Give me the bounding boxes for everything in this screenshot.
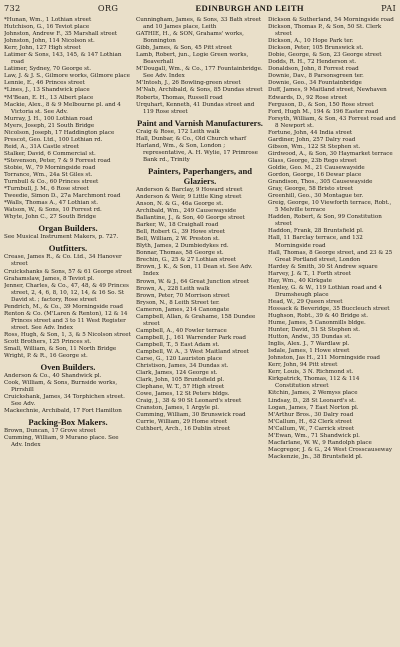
directory-entry: Goldie, Geo. M., 21 Causewayside: [268, 164, 365, 171]
directory-entry: Cumming, William, 9 Murano place. See Adv. Index: [4, 435, 119, 449]
directory-entry: Anderson & Co., 40 Shandwick pl.: [4, 373, 102, 380]
directory-entry: Whyte, John C., 27 South Bridge: [4, 214, 97, 221]
section-heading: Painters, Paperhangers, and Glaziers.: [147, 165, 253, 186]
directory-entry: M'Ewan, Wm., 71 Shandwick pl.: [268, 432, 360, 439]
directory-entry: Hadden, Robert, & Son, 99 Constitution street: [268, 214, 382, 228]
directory-entry: Kerr, John, 94 Pitt street: [268, 362, 338, 369]
page-header: [4, 3, 396, 15]
directory-entry: Cruickshank, James, 34 Torphichen street. See Adv.: [4, 394, 125, 408]
directory-entry: Fortune, John, 44 India street: [268, 129, 353, 136]
directory-entry: Carse, G., 120 Lauriston place: [136, 356, 223, 363]
columns: [4, 17, 396, 461]
directory-entry: Cuthbert, Arch., 16 Dublin street: [136, 426, 231, 433]
directory-entry: Gray, George, 58 Bristo street: [268, 186, 354, 193]
directory-entry: *Walls, Thomas A., 47 Lothian st.: [4, 200, 98, 207]
directory-entry: Gardiner, John, 257 Dalry road: [268, 136, 356, 143]
column-3: [268, 17, 396, 461]
directory-entry: Head, W., 29 Queen street: [268, 298, 343, 305]
directory-entry: Harland, Wm., & Son, London ; representative, A. H. Wylie, 17 Primrose Bank rd., Trinity: [136, 142, 258, 163]
directory-entry: Christison, James, 34 Dundas st.: [136, 363, 229, 370]
directory-entry: Glass, George, 23b Rego street: [268, 157, 357, 164]
directory-entry: Lennie, E., 46 Princes street: [4, 80, 85, 87]
directory-entry: Grandison, Thos., 305 Causewayside: [268, 179, 373, 186]
directory-entry: Barker, W., 18 Craighall road: [136, 222, 219, 229]
directory-entry: Dobie, George, & Son, 23 George street: [268, 52, 382, 59]
directory-entry: Anson, N. & G., 46a George st.: [136, 200, 224, 207]
directory-entry: Hall, Thomas, 8 George street, and 23 & 25 Great Portland street, London: [268, 249, 393, 263]
directory-entry: Hall, Dunbar, & Co., Old Church wharf: [136, 135, 247, 142]
directory-entry: Edwards, D., 92 Rose street: [268, 94, 348, 101]
directory-entry: Anderson & Barclay, 9 Howard street: [136, 186, 243, 193]
directory-entry: Haddon, Frank, 28 Bruntsfield pl.: [268, 228, 364, 235]
directory-entry: Dickson, Peter, 105 Brunswick st.: [268, 45, 364, 52]
directory-entry: Mackechnie, Archibald, 17 Fort Hamilton: [4, 408, 122, 415]
directory-entry: Ferguson, D., & Son, 150 Rose street: [268, 101, 374, 108]
directory-entry: Pendrich, M., & Co., 39 Morningside road: [4, 303, 123, 310]
directory-entry: Hume, James, 5 Canonmills bldge.: [268, 320, 366, 327]
directory-entry: Latimer & Sons, 143, 145, & 147 Lothian road: [4, 52, 122, 66]
directory-entry: Hunter, David, 51 St Stephen st.: [268, 327, 361, 334]
directory-entry: See Musical Instrument Makers, p. 727.: [4, 234, 119, 241]
directory-entry: Jenner, Charles, & Co., 47, 48, & 49 Princes street, 2, 4, 6, 8, 10, 12, 14, & 16 So. St David st. ; factory, Rose street: [4, 282, 129, 303]
directory-entry: Gibson, Wm., 122 St Stephen st.: [268, 143, 361, 150]
directory-entry: Lindsay, D., 28 St Leonard's st.: [268, 397, 356, 404]
directory-entry: Hardey & Smith, 30 St Andrew square: [268, 263, 378, 270]
directory-entry: Brechin, G., 25 & 27 Lothian street: [136, 257, 237, 264]
directory-entry: Wright, P. & R., 16 George st.: [4, 353, 88, 360]
directory-entry: *Lines, J., 13 Shandwick place: [4, 87, 90, 94]
page-number: 732: [4, 3, 21, 13]
directory-entry: Murray, J. H., 100 Lothian road: [4, 115, 93, 122]
directory-entry: Downie, Geo., 34 Fountainbridge: [268, 80, 362, 87]
directory-entry: GATHIE, H., & SON, Grahams' works, Bonnington: [136, 31, 244, 45]
directory-entry: Myers, Joseph, 21 South Bridge: [4, 122, 95, 129]
directory-entry: Turnbull & Co., 60 Princes street: [4, 179, 99, 186]
directory-entry: Grahamslaw, James, 8 Teviot pl.: [4, 275, 95, 282]
directory-entry: Bonnar, Thomas, 58 George st.: [136, 250, 224, 257]
directory-entry: Logan, James, 7 East Norton pl.: [268, 404, 359, 411]
directory-entry: Craig & Rose, 172 Leith walk: [136, 128, 220, 135]
directory-entry: Watson, W., & Sons, 10 Forrest rd.: [4, 207, 102, 214]
directory-entry: Currie, William, 29 Home street: [136, 419, 228, 426]
directory-entry: Prescot, Geo. Ltd., 100 Lothian rd.: [4, 136, 103, 143]
section-heading: Outfitters.: [48, 243, 88, 254]
directory-entry: Duff, James, 9 Maitland street, Newhaven: [268, 87, 387, 94]
directory-entry: Kerr, Louis, 3 N. Richmond st.: [268, 369, 354, 376]
directory-entry: Clephane, W. T., 57 High street: [136, 384, 225, 391]
directory-entry: Bell, Robert G., 39 Howe street: [136, 229, 226, 236]
directory-entry: Nicolson, Joseph, 17 Haddington place: [4, 129, 115, 136]
directory-entry: Dickson, Thomas P., & Son, 50 St. Clerk street: [268, 24, 382, 38]
directory-entry: Dickson & Sutherland, 54 Morningside road: [268, 17, 394, 23]
directory-entry: Gordon, George, 16 Dewar place: [268, 172, 362, 179]
directory-entry: Brown, J. K., & Son, 11 Dean st. See Adv. Index: [136, 264, 253, 278]
directory-entry: Cranston, James, 1 Argyle pl.: [136, 405, 219, 412]
directory-entry: Scott Brothers, 125 Princes st.: [4, 338, 92, 345]
directory-entry: Hay, Wm., 40 Kirkgate: [268, 277, 332, 284]
directory-entry: Brown, W. & J., 64 Great Junction street: [136, 278, 250, 285]
directory-entry: Stobie, W., 79 Morningside road: [4, 164, 96, 171]
directory-entry: Lamb, Robert, jun., Logie Green works, Beaverhall: [136, 52, 249, 66]
directory-entry: M'Intosh, J., 26 Bowling-green street: [136, 80, 241, 87]
page-title: EDINBURGH AND LEITH: [195, 3, 304, 13]
directory-entry: Dodds, R. H., 72 Henderson st.: [268, 59, 357, 66]
directory-entry: Brown, Duncan, 17 Grove street: [4, 428, 96, 435]
directory-entry: Isdale, James, 1 Howe street: [268, 348, 350, 355]
section-heading: Oven Builders.: [40, 362, 96, 373]
section-code: ORG: [97, 3, 119, 13]
directory-entry: Girdwood, A., & Son, 30 Haymarket terrace: [268, 150, 393, 157]
directory-entry: Dickson, A., 10 Hope Park ter.: [268, 38, 354, 45]
directory-entry: Hutton, Andw., 35 Dundas st.: [268, 334, 352, 341]
directory-entry: Tweedie, Simon D., 27a Marchmont road: [4, 193, 121, 200]
directory-entry: M'Callum, W., 7 Carrick street: [268, 425, 355, 432]
directory-entry: Campbell, W. A., 3 West Maitland street: [136, 348, 249, 355]
column-1: [4, 17, 132, 461]
directory-entry: Brown, Peter, 70 Morrison street: [136, 292, 230, 299]
directory-entry: Archibald, Wm., 249 Causewayside: [136, 208, 237, 215]
directory-entry: Johnston, Jas H., 211 Morningside road: [268, 355, 380, 362]
directory-entry: Johnston, John, 114 Nicolson st.: [4, 38, 95, 45]
directory-entry: Torrance, Wm., 24a St Giles st.: [4, 172, 93, 179]
directory-entry: Cumming, William, 30 Brunswick road: [136, 412, 246, 419]
directory-entry: M'Arthur Bros., 30 Dalry road: [268, 411, 354, 418]
directory-entry: Bell, William, 2 W. Preston st.: [136, 236, 220, 243]
directory-entry: Small, William, & Son, 11 North Bridge: [4, 346, 117, 353]
section-heading: Paint and Varnish Manufacturers.: [137, 117, 263, 128]
directory-entry: Hossack & Beveridge, 35 Buccleuch street: [268, 305, 390, 312]
directory-entry: Henley, G. & W., 119 Lothian road and 4 Drumsheugh place: [268, 284, 383, 298]
directory-entry: Donaldson, John, 8 Forrest road: [268, 66, 359, 73]
directory-entry: Greenhill, Geo., 30 Montague ter.: [268, 193, 364, 200]
directory-entry: Reid, A., 31A Castle street: [4, 143, 80, 150]
directory-entry: *M'Bean, E. H., 13 Albert place: [4, 94, 94, 101]
directory-entry: Latimer, Sydney, 70 George st.: [4, 66, 92, 73]
directory-entry: Campbell, T., 5 East Adam st.: [136, 341, 220, 348]
directory-entry: M'Dougall, Wm., & Co., 177 Fountainbridge. See Adv. Index: [136, 66, 263, 80]
directory-entry: Urquhart, Kenneth, 41 Dundas street and 119 Rose street: [136, 101, 255, 115]
postal-code: PAI: [381, 3, 396, 13]
directory-entry: Hughson, Robt., 39 & 40 Bridge st.: [268, 312, 369, 319]
directory-entry: Ross, Hugh, & Son, 1, 3, & 5 Nicolson street: [4, 331, 131, 338]
directory-entry: Cruickshanks & Sons, 57 & 61 George street: [4, 268, 132, 275]
directory-entry: Crease, James R., & Co. Ltd., 34 Hanover street: [4, 254, 122, 268]
directory-entry: *Stevenson, Peter, 7 & 9 Forrest road: [4, 157, 111, 164]
directory-entry: Downie, Dav., 8 Parsonsgreen ter.: [268, 73, 364, 80]
directory-entry: Macgregor, J. & G., 24 West Crosscauseway: [268, 446, 393, 453]
directory-entry: Macfarlane, W. W., 9 Randolph place: [268, 439, 372, 446]
section-heading: Packing-Box Makers.: [28, 417, 108, 428]
directory-entry: Harvey, J. & T., 1 Forth street: [268, 270, 351, 277]
directory-entry: M'Callum, H., 62 Clerk street: [268, 418, 352, 425]
section-heading: Organ Builders.: [38, 223, 98, 234]
directory-entry: Cowe, James, 12 St Peters bldgs.: [136, 391, 230, 398]
directory-entry: Bryson, N., 8 Leith Street ter.: [136, 299, 220, 306]
directory-entry: Renton & Co. (M'Laren & Renton), 12 & 14 Princes street and 3 to 11 West Register street. See Adv. Index: [4, 310, 128, 331]
directory-entry: Blyth, James, 2 Dumbiedykes rd.: [136, 243, 229, 250]
directory-entry: Cameron, James, 214 Canongate: [136, 306, 230, 313]
directory-entry: Ford, Hugh M., 194 & 196 Easter road: [268, 108, 379, 115]
directory-entry: *Turnbull, J. M., 6 Rose street: [4, 186, 89, 193]
directory-entry: Clark, John, 105 Bruntsfield pl.: [136, 377, 225, 384]
directory-entry: Campbell, J., 161 Warrender Park road: [136, 334, 246, 341]
directory-entry: Hall, 11 Barclay terrace, and 132 Morningside road: [268, 235, 363, 249]
directory-entry: Hutchison, G., 16 Teviot place: [4, 24, 90, 31]
column-2: [136, 17, 264, 461]
directory-entry: Anderson & Weir, 9 Little King street: [136, 193, 242, 200]
directory-entry: Kerr, John, 127 High street: [4, 45, 81, 52]
directory-entry: Cook, William, & Sons, Burnside works, Pirrshill: [4, 380, 118, 394]
directory-entry: Roberts, Thomas, Russell road: [136, 94, 223, 101]
directory-entry: Stalker, David, 6 Commercial st.: [4, 150, 96, 157]
directory-entry: Greig, George, 10 Viewforth terrace, Robt., 5 Melville terrace: [268, 200, 392, 214]
directory-entry: *Hunan, Wm., 1 Lothian street: [4, 17, 92, 23]
directory-entry: Campbell, A., 40 Fowler terrace: [136, 327, 227, 334]
directory-entry: Forsyth, William, & Son, 43 Forrest road and 8 Newport st.: [268, 115, 396, 129]
directory-entry: Craig, J., 38 & 90 St Leonard's street: [136, 398, 242, 405]
directory-entry: Law, J. & J. S., Gilmore works, Gilmore place: [4, 73, 130, 80]
directory-entry: Campbell, Allan, & Grahame, 158 Dundee street: [136, 313, 256, 327]
directory-entry: Mackenzie, Jn., 38 Bruntsfield pl.: [268, 453, 363, 460]
directory-entry: Brown, A., 228 Leith walk: [136, 285, 210, 292]
directory-entry: Cunningham, James, & Sons, 33 Bath street and 10 James place, Leith: [136, 17, 262, 31]
directory-entry: Kitchin, James, 2 Wemyss place: [268, 390, 358, 397]
directory-entry: Kirkpatrick, Thomas, 112 & 114 Constitution street: [268, 376, 360, 390]
directory-entry: Inglis, Alex. J., 7 Wardlaw pl.: [268, 341, 350, 348]
directory-entry: Johnston, Andrew F., 35 Marshall street: [4, 31, 118, 38]
directory-entry: Ballantine, J., & Son, 40 George street: [136, 215, 245, 222]
directory-entry: Mackie, Alex., 8 & 9 Melbourne pl. and 4 Victoria st. See Adv.: [4, 101, 121, 115]
directory-entry: Clark, James, 124 George st.: [136, 370, 218, 377]
directory-entry: Gibb, James, & Son, 45 Pitt street: [136, 45, 233, 52]
directory-entry: M'Nab, Archibald, & Sons, 85 Dundas street: [136, 87, 263, 94]
